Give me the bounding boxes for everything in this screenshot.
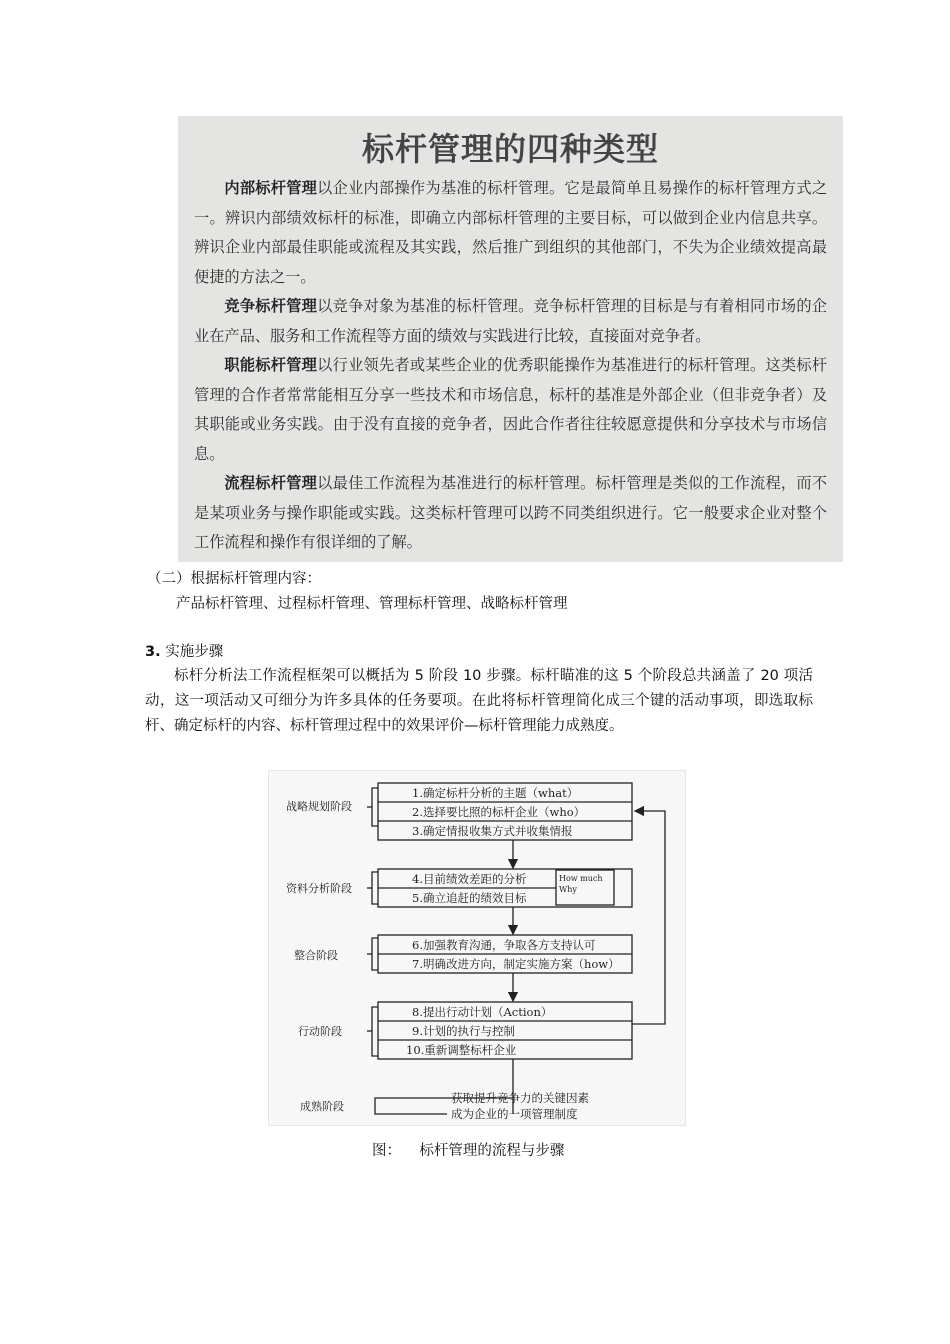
step-label: 10.重新调整标杆企业 [406, 1043, 517, 1057]
outcome-label: 成为企业的一项管理制度 [451, 1107, 578, 1121]
type-internal [194, 174, 827, 292]
step-label: 3.确定情报收集方式并收集情报 [412, 824, 573, 838]
type-process [194, 469, 827, 558]
type-term: 流程标杆管理 [224, 474, 318, 492]
type-term: 竞争标杆管理 [224, 297, 318, 315]
type-term: 内部标杆管理 [224, 179, 318, 197]
type-text: 以企业内部操作为基准的标杆管理。它是最简单且易操作的标杆管理方式之一。辨识内部绩效标杆的标准，即确立内部标杆管理的主要目标，可以做到企业内信息共享。辨识企业内部最佳职能或流程及其实践，然后推广到组织的其他部门，不失为企业绩效提高最便捷的方法之一。 [194, 179, 828, 286]
flowchart-svg [269, 771, 687, 1127]
section2-heading: （二）根据标杆管理内容： [147, 571, 321, 587]
stage-label: 整合阶段 [294, 949, 338, 962]
section2-items: 产品标杆管理、过程标杆管理、管理标杆管理、战略标杆管理 [176, 596, 568, 612]
section3-paragraph: 标杆分析法工作流程框架可以概括为 5 阶段 10 步骤。标杆瞄准的这 5 个阶段总共涵盖了 20 项活动，这一项活动又可细分为许多具体的任务要项。在此将标杆管理简化成三个键的活动事项，即选取标杆、确定标杆的内容、标杆管理过程中的效果评价—标杆管理能力成熟度。 [145, 668, 813, 734]
note-line: Why [559, 885, 577, 894]
step-label: 5.确立追赶的绩效目标 [412, 891, 527, 905]
step-label: 4.目前绩效差距的分析 [412, 872, 527, 886]
note-line: How much [559, 874, 603, 883]
type-text: 以行业领先者或某些企业的优秀职能操作为基准进行的标杆管理。这类标杆管理的合作者常常能相互分享一些技术和市场信息，标杆的基准是外部企业（但非竞争者）及其职能或业务实践。由于没有直接的竞争者，因此合作者往往较愿意提供和分享技术与市场信息。 [194, 356, 828, 463]
type-competitive [194, 292, 827, 351]
type-term: 职能标杆管理 [224, 356, 318, 374]
step-label: 1.确定标杆分析的主题（what） [412, 786, 579, 800]
step-label: 2.选择要比照的标杆企业（who） [412, 805, 586, 819]
step-label: 8.提出行动计划（Action） [412, 1005, 553, 1019]
outcome-label: 获取提升竞争力的关键因素 [451, 1091, 589, 1105]
step-label: 7.明确改进方向，制定实施方案（how） [412, 957, 620, 971]
section-number: 3. [145, 644, 161, 660]
stage-label: 资料分析阶段 [286, 882, 352, 895]
stage-label: 战略规划阶段 [286, 800, 352, 813]
type-text: 以最佳工作流程为基准进行的标杆管理。标杆管理是类似的工作流程，而不是某项业务与操作职能或实践。这类标杆管理可以跨不同类组织进行。它一般要求企业对整个工作流程和操作有很详细的了解。 [194, 474, 828, 551]
process-flowchart [268, 770, 686, 1126]
step-label: 9.计划的执行与控制 [412, 1024, 515, 1038]
step-label: 6.加强教育沟通，争取各方支持认可 [412, 938, 596, 952]
type-functional [194, 351, 827, 469]
stage-label: 成熟阶段 [300, 1100, 344, 1113]
figure-caption: 图： 标杆管理的流程与步骤 [372, 1143, 565, 1159]
scan-title: 标杆管理的四种类型 [361, 130, 659, 168]
type-text: 以竞争对象为基准的标杆管理。竞争标杆管理的目标是与有着相同市场的企业在产品、服务和工作流程等方面的绩效与实践进行比较，直接面对竞争者。 [194, 297, 828, 345]
section-title: 实施步骤 [165, 644, 224, 660]
stage-label: 行动阶段 [298, 1025, 342, 1038]
section3-heading [145, 640, 223, 661]
scanned-types-image [178, 116, 843, 562]
